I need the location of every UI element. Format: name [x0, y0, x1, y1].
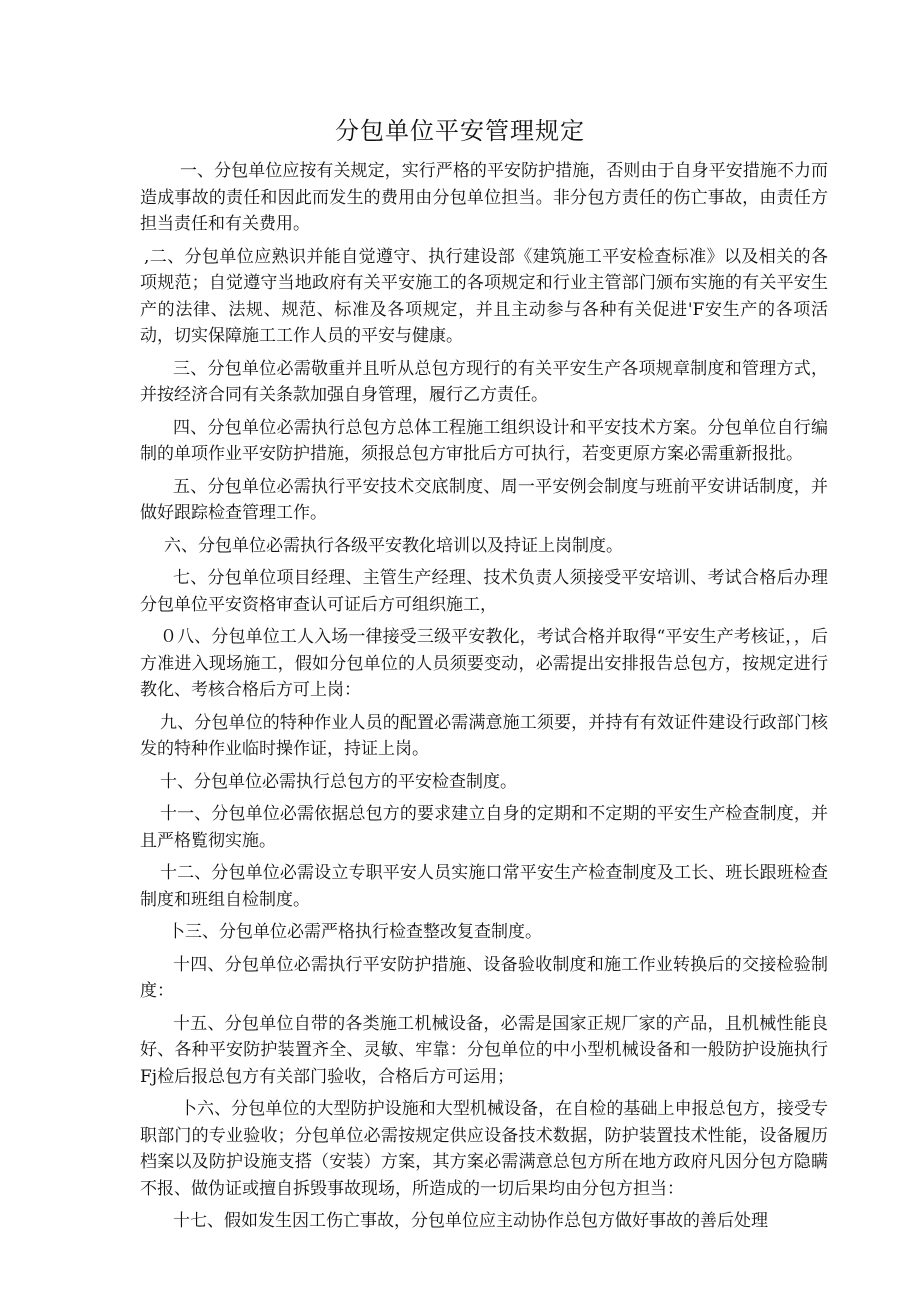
paragraph: 七、分包单位项目经理、主管生产经理、技术负责人须接受平安培训、考试合格后办理分包单位平安资格审查认可证后方可组织施工，	[140, 568, 828, 615]
paragraph: 一、分包单位应按有关规定，实行严格的平安防护措施，否则由于自身平安措施不力而造成事故的责任和因此而发生的费用由分包单位担当。非分包方责任的伤亡事故，由责任方担当责任和有关费用。	[140, 161, 828, 234]
paragraph: 六、分包单位必需执行各级平安教化培训以及持证上岗制度。	[164, 535, 623, 556]
paragraph: 十二、分包单位必需设立专职平安人员实施口常平安生产检查制度及工长、班长跟班检查制度和班组自检制度。	[140, 863, 828, 910]
paragraph: 卜三、分包单位必需严格执行检查整改复查制度。	[168, 922, 542, 942]
paragraph: 十、分包单位必需执行总包方的平安检查制度。	[160, 771, 517, 792]
paragraph: ０八、分包单位工人入场一律接受三级平安教化，考试合格并取得“平安生产考核证，，后方准进入现场施工，假如分包单位的人员须要变动，必需提出安排报告总包方，按规定进行教化、考核合格后方可上岗：	[140, 627, 828, 700]
paragraph: 十一、分包单位必需依据总包方的要求建立自身的定期和不定期的平安生产检查制度，并且严格覧彻实施。	[140, 804, 828, 851]
document-body	[140, 158, 828, 1241]
paragraph: ,二、分包单位应熟识并能自觉遵守、执行建设部《建筑施工平安检查标准》以及相关的各项规范；自觉遵守当地政府有关平安施工的各项规定和行业主管部门颁布实施的有关平安生产的法律、法规、规范、标准及各项规定，并且主动参与各种有关促进'F安生产的各项活动，切实保障施工工作人员的平安与健康。	[140, 246, 828, 346]
paragraph: 卜六、分包单位的大型防护设施和大型机械设备，在自检的基础上申报总包方，接受专职部门的专业验收；分包单位必需按规定供应设备技术数据，防护装置技术性能，设备履历档案以及防护设施支搭（安装）方案，其方案必需满意总包方所在地方政府凡因分包方隐瞒不报、做伪证或擅自拆毁事故现场，所造成的一切后果均由分包方担当：	[140, 1099, 828, 1199]
paragraph: 十五、分包单位自带的各类施工机械设备，必需是国家正规厂家的产品，且机械性能良好、各种平安防护装置齐全、灵敏、牢靠：分包单位的中小型机械设备和一般防护设施执行Fj检后报总包方有关部门验收，合格后方可运用；	[140, 1013, 828, 1087]
paragraph: 十四、分包单位必需执行平安防护措施、设备验收制度和施工作业转换后的交接检验制度：	[140, 954, 828, 1001]
paragraph: 五、分包单位必需执行平安技术交底制度、周一平安例会制度与班前平安讲话制度，并做好跟踪检查管理工作。	[140, 476, 828, 523]
paragraph: 九、分包单位的特种作业人员的配置必需满意施工须要，并持有有效证件建设行政部门核发的特种作业临时操作证，持证上岗。	[140, 712, 828, 759]
paragraph: 十七、假如发生因工伤亡事故，分包单位应主动协作总包方做好事故的善后处理	[173, 1211, 768, 1231]
document-title: 分包单位平安管理规定	[335, 117, 585, 145]
paragraph: 四、分包单位必需执行总包方总体工程施工组织设计和平安技术方案。分包单位自行编制的单项作业平安防护措施，须报总包方审批后方可执行，若变更原方案必需重新报批。	[140, 417, 828, 464]
paragraph: 三、分包单位必需敬重并且听从总包方现行的有关平安生产各项规章制度和管理方式，并按经济合同有关条款加强自身管理，履行乙方责任。	[140, 358, 828, 405]
